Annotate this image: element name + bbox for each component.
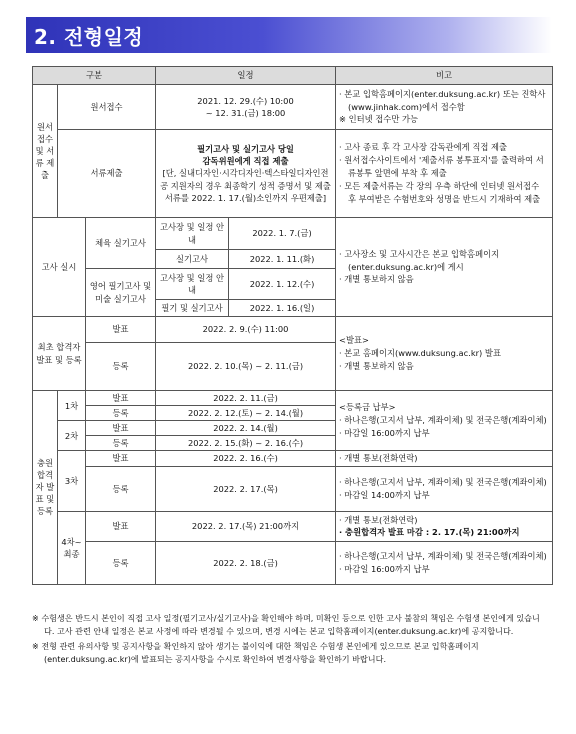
date-cell: 2022. 2. 17.(목) 21:00까지 [156, 511, 336, 541]
group-final: 최초 합격자 발표 및 등록 [33, 317, 86, 391]
schedule-table [32, 66, 553, 585]
round-label: 4차~ 최종 [58, 511, 86, 584]
table-row [33, 85, 553, 130]
table-row [33, 451, 553, 467]
date-cell: 2022. 1. 11.(화) [229, 250, 336, 269]
row-label: 발표 [86, 317, 156, 343]
date-cell: 2022. 2. 11.(금) [156, 391, 336, 406]
row-label: 등록 [86, 436, 156, 451]
schedule-cell: 필기고사 및 실기고사 당일 감독위원에게 직접 제출 [단, 실내디자인·시각디자인·텍스타일디자인전공 지원자의 경우 최종학기 성적 증명서 및 제출서류를 2022. 1. 17.(월)소인까지 우편제출] [156, 130, 336, 218]
sub-label: 필기 및 실기고사 [156, 300, 229, 317]
group-application: 원서 접수 및 서류 제출 [33, 85, 58, 218]
group-extra: 충원 합격 자 발표 및 등록 [33, 391, 58, 585]
remarks-cell: <발표> · 본교 홈페이지(www.duksung.ac.kr) 발표 · 개별 통보하지 않음 [336, 317, 553, 391]
header-remarks: 비고 [336, 67, 553, 85]
remarks-cell: · 개별 통보(전화연락) [336, 451, 553, 467]
table-row [33, 391, 553, 406]
row-label: 원서접수 [58, 85, 156, 130]
remarks-cell: · 하나은행(고지서 납부, 계좌이체) 및 전국은행(계좌이체) · 마감일 16:00까지 납부 [336, 541, 553, 584]
footnote: ※ 수험생은 반드시 본인이 직접 고사 일정(필기고사/실기고사)을 확인해야 하며, 미확인 등으로 인한 고사 불참의 책임은 수험생 본인에게 있습니다. 고사 관련 안내 일정은 본교 사정에 따라 변경될 수 있으며, 변경 시에는 본교 입학홈페이지(enter.duksung.ac.kr)에 공지합니다. [32, 613, 540, 637]
date-cell: 2022. 2. 18.(금) [156, 541, 336, 584]
table-row [33, 130, 553, 218]
sub-label: 고사장 및 일정 안내 [156, 269, 229, 300]
table-row [33, 541, 553, 584]
row-label: 발표 [86, 391, 156, 406]
date-cell: 2022. 2. 16.(수) [156, 451, 336, 467]
remarks-cell: · 고사장소 및 고사시간은 본교 입학홈페이지(enter.duksung.ac.kr)에 게시 · 개별 통보하지 않음 [336, 218, 553, 317]
sub-label: 고사장 및 일정 안내 [156, 218, 229, 250]
header-schedule: 일정 [156, 67, 336, 85]
date-cell: 2022. 1. 12.(수) [229, 269, 336, 300]
row-label: 발표 [86, 421, 156, 436]
remarks-cell: · 고사 종료 후 각 고사장 감독관에게 직접 제출 · 원서접수사이트에서 '제출서류 봉투표지'를 출력하여 서류봉투 앞면에 부착 후 제출 · 모든 제출서류는 각 장의 우측 하단에 인터넷 원서접수 후 부여받은 수험번호와 성명을 반드시 기재하여 제출 [336, 130, 553, 218]
date-cell: 2022. 2. 15.(화) ~ 2. 16.(수) [156, 436, 336, 451]
date-cell: 2022. 2. 17.(목) [156, 466, 336, 511]
remarks-cell: · 본교 입학홈페이지(enter.duksung.ac.kr) 또는 진학사(www.jinhak.com)에서 접수함 ※ 인터넷 접수만 가능 [336, 85, 553, 130]
table-row [33, 218, 553, 250]
table-header-row [33, 67, 553, 85]
group-exam: 고사 실시 [33, 218, 86, 317]
remarks-cell: · 하나은행(고지서 납부, 계좌이체) 및 전국은행(계좌이체) · 마감일 14:00까지 납부 [336, 466, 553, 511]
row-label: 등록 [86, 466, 156, 511]
round-label: 3차 [58, 451, 86, 512]
section-title: 2. 전형일정 [34, 25, 144, 49]
row-label: 발표 [86, 451, 156, 467]
date-cell: 2022. 2. 10.(목) ~ 2. 11.(금) [156, 343, 336, 391]
row-label: 발표 [86, 511, 156, 541]
section-header [26, 17, 552, 53]
footnotes [32, 612, 548, 667]
round-label: 1차 [58, 391, 86, 421]
table-row [33, 466, 553, 511]
date-cell: 2022. 1. 16.(일) [229, 300, 336, 317]
row-label: 서류제출 [58, 130, 156, 218]
schedule-cell: 2021. 12. 29.(수) 10:00 ~ 12. 31.(금) 18:00 [156, 85, 336, 130]
date-cell: 2022. 2. 9.(수) 11:00 [156, 317, 336, 343]
remarks-cell: <등록금 납부> · 하나은행(고지서 납부, 계좌이체) 및 전국은행(계좌이체) · 마감일 16:00까지 납부 [336, 391, 553, 451]
date-cell: 2022. 1. 7.(금) [229, 218, 336, 250]
footnote: ※ 전형 관련 유의사항 및 공지사항을 확인하지 않아 생기는 불이익에 대한 책임은 수험생 본인에게 있으므로 본교 입학홈페이지(enter.duksung.ac.kr)에 발표되는 공지사항을 수시로 확인하여 변경사항을 확인하기 바랍니다. [32, 640, 479, 665]
date-cell: 2022. 2. 14.(월) [156, 421, 336, 436]
row-label: 등록 [86, 541, 156, 584]
round-label: 2차 [58, 421, 86, 451]
remarks-cell: · 개별 통보(전화연락) · 충원합격자 발표 마감 : 2. 17.(목) 21:00까지 [336, 511, 553, 541]
header-category: 구분 [33, 67, 156, 85]
row-label: 등록 [86, 343, 156, 391]
sub-label: 실기고사 [156, 250, 229, 269]
date-cell: 2022. 2. 12.(토) ~ 2. 14.(월) [156, 406, 336, 421]
row-label: 등록 [86, 406, 156, 421]
row-label: 체육 실기고사 [86, 218, 156, 269]
row-label: 영어 필기고사 및 미술 실기고사 [86, 269, 156, 317]
table-row [33, 317, 553, 343]
table-row [33, 511, 553, 541]
